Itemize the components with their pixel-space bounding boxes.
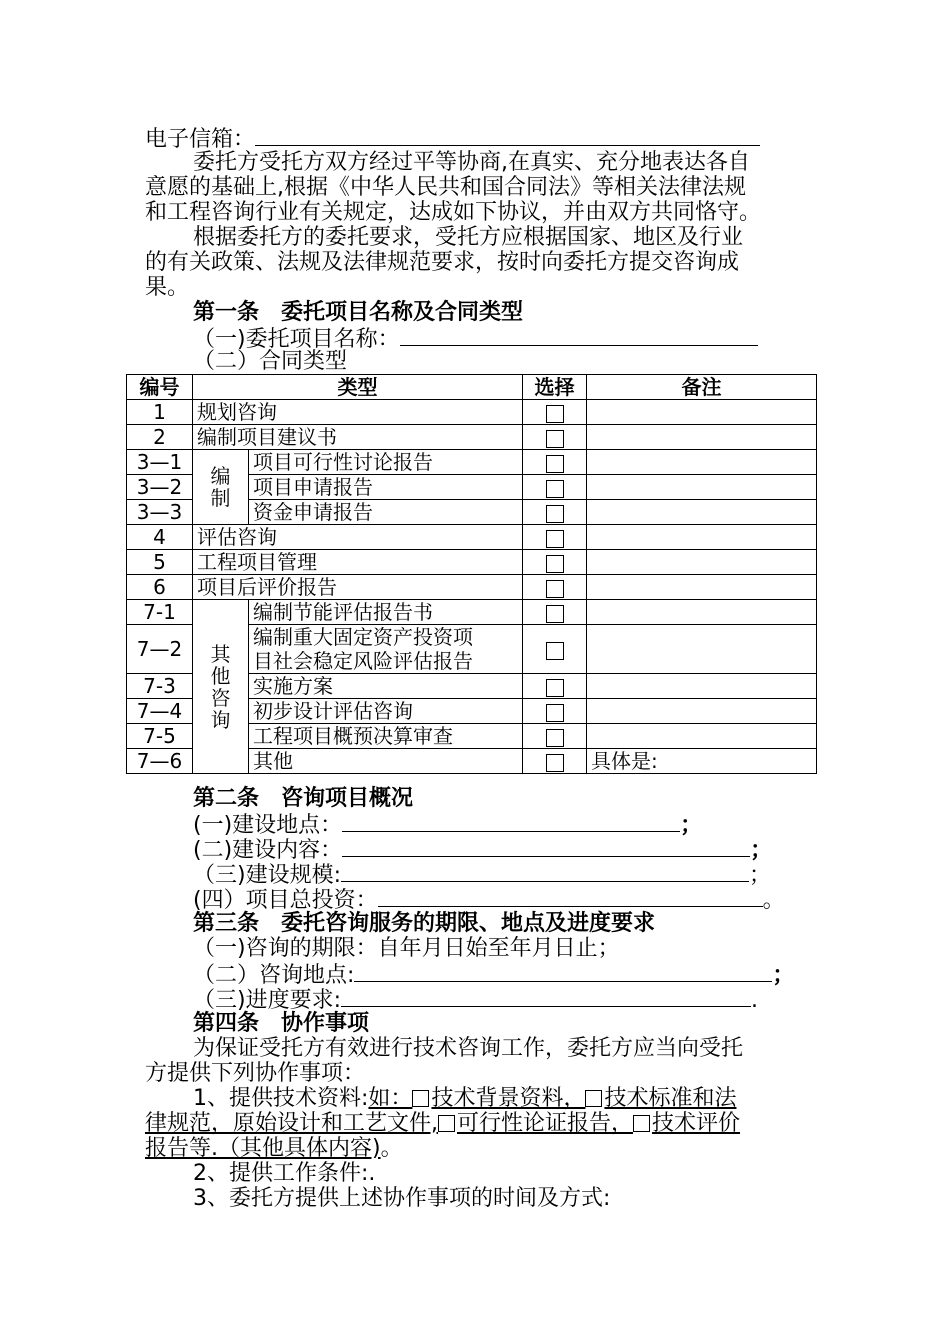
email-label: 电子信箱： xyxy=(145,127,256,152)
row-note xyxy=(587,724,817,749)
row-select xyxy=(523,699,587,724)
schedule-blank xyxy=(341,986,751,1007)
select-checkbox[interactable] xyxy=(546,704,564,722)
article2-item3 xyxy=(193,861,771,889)
contract-type-table xyxy=(126,374,817,774)
select-checkbox[interactable] xyxy=(546,555,564,573)
article1-item2: （二）合同类型 xyxy=(193,349,348,374)
row-number: 7—6 xyxy=(127,749,193,774)
checkbox-background-data[interactable] xyxy=(412,1090,429,1107)
row-select xyxy=(523,575,587,600)
row-type: 规划咨询 xyxy=(193,400,523,425)
row-number: 7-5 xyxy=(127,724,193,749)
checkbox-standards[interactable] xyxy=(585,1090,602,1107)
row-type: 项目申请报告 xyxy=(249,475,523,500)
row-note xyxy=(587,674,817,699)
article3-item3 xyxy=(193,986,758,1014)
checkbox-feasibility[interactable] xyxy=(438,1115,455,1132)
row-type: 评估咨询 xyxy=(193,525,523,550)
schedule-label: （三)进度要求: xyxy=(193,988,341,1013)
option-evaluation: 技术评价 xyxy=(652,1111,741,1136)
intro-p2-line1: 根据委托方的委托要求，受托方应根据国家、地区及行业 xyxy=(193,225,744,250)
option-background-data: 技术背景资料， xyxy=(431,1086,586,1111)
row-type: 初步设计评估咨询 xyxy=(249,699,523,724)
option-feasibility: 可行性论证报告， xyxy=(457,1111,634,1136)
project-name-blank xyxy=(400,325,758,346)
article4-para-line2: 方提供下列协作事项： xyxy=(145,1061,366,1086)
group-prep-label: 编 制 xyxy=(193,450,249,525)
tech-data-options xyxy=(368,1086,736,1111)
location-blank xyxy=(354,961,772,982)
tech-data-label: 1、提供技术资料: xyxy=(193,1086,369,1111)
scale-blank xyxy=(341,861,749,882)
select-checkbox[interactable] xyxy=(546,405,564,423)
table-row xyxy=(127,425,817,450)
article4-item1-line2 xyxy=(145,1111,740,1137)
row-type: 项目可行性讨论报告 xyxy=(249,450,523,475)
content-end: ； xyxy=(750,838,773,863)
intro-p2-line3: 果。 xyxy=(145,275,190,300)
article4-item1-line1 xyxy=(193,1086,736,1112)
row-note xyxy=(587,600,817,625)
row-type: 实施方案 xyxy=(249,674,523,699)
group-other-label: 其 他 咨 询 xyxy=(193,600,249,774)
row-type: 工程项目管理 xyxy=(193,550,523,575)
article2-title: 第二条 咨询项目概况 xyxy=(193,786,414,811)
scale-end: ； xyxy=(749,863,772,888)
table-row xyxy=(127,400,817,425)
row-select xyxy=(523,600,587,625)
row-number: 7-1 xyxy=(127,600,193,625)
option-report-other: 报告等.（其他具体内容) xyxy=(145,1136,381,1161)
article1-title: 第一条 委托项目名称及合同类型 xyxy=(193,300,524,325)
header-type: 类型 xyxy=(193,375,523,400)
select-checkbox[interactable] xyxy=(546,455,564,473)
article3-item1: （一)咨询的期限：自年月日始至年月日止； xyxy=(193,936,620,961)
row-number: 7—4 xyxy=(127,699,193,724)
table-row xyxy=(127,550,817,575)
header-select: 选择 xyxy=(523,375,587,400)
checkbox-evaluation[interactable] xyxy=(633,1115,650,1132)
row-note xyxy=(587,475,817,500)
row-number: 6 xyxy=(127,575,193,600)
row-select xyxy=(523,475,587,500)
content-blank xyxy=(342,836,750,857)
option-original-design: 律规范，原始设计和工艺文件, xyxy=(145,1111,438,1136)
select-checkbox[interactable] xyxy=(546,580,564,598)
article4-item2: 2、提供工作条件:. xyxy=(193,1161,376,1186)
row-note xyxy=(587,450,817,475)
row-select xyxy=(523,450,587,475)
intro-p1-line3: 和工程咨询行业有关规定，达成如下协议，并由双方共同恪守。 xyxy=(145,200,762,225)
investment-label: (四）项目总投资： xyxy=(193,888,378,913)
article4-item3: 3、委托方提供上述协作事项的时间及方式: xyxy=(193,1186,611,1211)
row-number: 3—3 xyxy=(127,500,193,525)
select-checkbox[interactable] xyxy=(546,605,564,623)
select-checkbox[interactable] xyxy=(546,754,564,772)
row-note xyxy=(587,425,817,450)
row-note xyxy=(587,625,817,674)
option-end: 。 xyxy=(380,1136,403,1161)
article3-title: 第三条 委托咨询服务的期限、地点及进度要求 xyxy=(193,911,656,936)
location-end: ； xyxy=(772,963,795,988)
row-type: 编制节能评估报告书 xyxy=(249,600,523,625)
row-select xyxy=(523,625,587,674)
article2-item4 xyxy=(193,886,785,914)
row-note xyxy=(587,500,817,525)
site-blank xyxy=(342,811,680,832)
row-number: 7-3 xyxy=(127,674,193,699)
row-type: 编制重大固定资产投资项 目社会稳定风险评估报告 xyxy=(249,625,523,674)
email-line xyxy=(145,125,760,153)
row-note: 具体是: xyxy=(587,749,817,774)
investment-end: 。 xyxy=(762,888,785,913)
row-number: 5 xyxy=(127,550,193,575)
row-select xyxy=(523,724,587,749)
select-checkbox[interactable] xyxy=(546,642,564,660)
row-select xyxy=(523,525,587,550)
row-note xyxy=(587,575,817,600)
row-number: 7—2 xyxy=(127,625,193,674)
table-row xyxy=(127,600,817,625)
row-select xyxy=(523,749,587,774)
site-end: ； xyxy=(680,813,703,838)
row-note xyxy=(587,550,817,575)
option-standards: 技术标准和法 xyxy=(604,1086,737,1111)
select-checkbox[interactable] xyxy=(546,430,564,448)
table-header-row xyxy=(127,375,817,400)
article2-item1 xyxy=(193,811,702,839)
site-label: (一)建设地点： xyxy=(193,813,343,838)
email-blank xyxy=(255,125,760,146)
investment-blank xyxy=(378,886,763,907)
row-type: 编制项目建议书 xyxy=(193,425,523,450)
schedule-end: . xyxy=(751,988,758,1013)
table-row xyxy=(127,525,817,550)
table-row xyxy=(127,575,817,600)
row-select xyxy=(523,425,587,450)
article4-title: 第四条 协作事项 xyxy=(193,1011,370,1036)
row-type: 项目后评价报告 xyxy=(193,575,523,600)
select-checkbox[interactable] xyxy=(546,505,564,523)
article4-para-line1: 为保证受托方有效进行技术咨询工作，委托方应当向受托 xyxy=(193,1036,744,1061)
intro-p1-line2: 意愿的基础上,根据《中华人民共和国合同法》等相关法律法规 xyxy=(145,175,746,200)
row-select xyxy=(523,500,587,525)
row-note xyxy=(587,699,817,724)
article4-item1-line3 xyxy=(145,1136,403,1162)
article2-item2 xyxy=(193,836,772,864)
row-note xyxy=(587,525,817,550)
table-row xyxy=(127,450,817,475)
select-checkbox[interactable] xyxy=(546,530,564,548)
scale-label: （三)建设规模: xyxy=(193,863,341,888)
intro-p2-line2: 的有关政策、法规及法律规范要求，按时向委托方提交咨询成 xyxy=(145,250,740,275)
row-number: 4 xyxy=(127,525,193,550)
header-number: 编号 xyxy=(127,375,193,400)
row-type: 工程项目概预决算审查 xyxy=(249,724,523,749)
row-number: 2 xyxy=(127,425,193,450)
row-type: 资金申请报告 xyxy=(249,500,523,525)
header-note: 备注 xyxy=(587,375,817,400)
row-type: 其他 xyxy=(249,749,523,774)
article3-item2 xyxy=(193,961,794,989)
row-number: 3—1 xyxy=(127,450,193,475)
content-label: (二)建设内容： xyxy=(193,838,343,863)
tech-data-options-cont xyxy=(145,1111,740,1136)
row-number: 3—2 xyxy=(127,475,193,500)
row-select xyxy=(523,400,587,425)
select-checkbox[interactable] xyxy=(546,729,564,747)
location-label: （二）咨询地点: xyxy=(193,963,355,988)
row-number: 1 xyxy=(127,400,193,425)
tech-data-example: 如： xyxy=(368,1086,413,1111)
row-note xyxy=(587,400,817,425)
project-name-label: （一)委托项目名称： xyxy=(193,327,400,352)
select-checkbox[interactable] xyxy=(546,679,564,697)
select-checkbox[interactable] xyxy=(546,480,564,498)
row-select xyxy=(523,674,587,699)
row-select xyxy=(523,550,587,575)
intro-p1-line1: 委托方受托方双方经过平等协商,在真实、充分地表达各自 xyxy=(193,150,750,175)
